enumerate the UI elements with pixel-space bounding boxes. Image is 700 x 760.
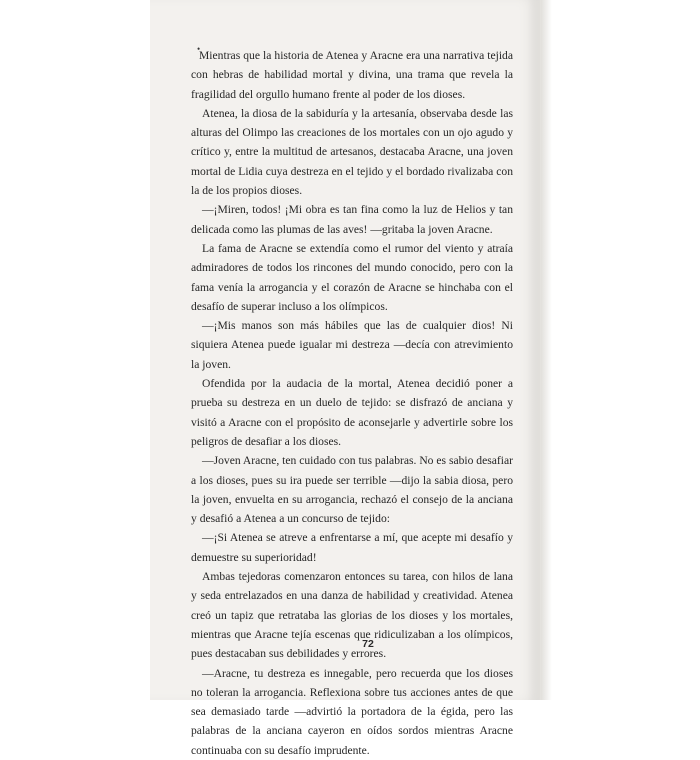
paragraph-7: —Joven Aracne, ten cuidado con tus palabras. No es sabio desafiar a los dioses, pues su ira puede ser terrible —dijo la sabia diosa, pero la joven, envuelta en su arrogancia, rechazó el consejo de la anciana y desafió a Atenea a un concurso de tejido: <box>191 454 513 526</box>
paragraph-6: Ofendida por la audacia de la mortal, Atenea decidió poner a prueba su destreza en un duelo de tejido: se disfrazó de anciana y visitó a Aracne con el propósito de aconsejarle y advertirle sobre los peligros de desafiar a los dioses. <box>191 377 513 448</box>
body-text <box>191 46 513 760</box>
paragraph-9: Ambas tejedoras comenzaron entonces su tarea, con hilos de lana y seda entrelazados en una danza de habilidad y creatividad. Atenea creó un tapiz que retrataba las glorias de los dioses y los mortales, mientras que Aracne tejía escenas que ridiculizaban a los olímpicos, pues destacaban sus debilidades y errores. <box>191 570 513 661</box>
paragraph-10: —Aracne, tu destreza es innegable, pero recuerda que los dioses no toleran la arrogancia. Reflexiona sobre tus acciones antes de que sea demasiado tarde —advirtió la portadora de la égida, pero las palabras de la anciana cayeron en oídos sordos mientras Aracne continuaba con su desafío imprudente. <box>191 666 513 757</box>
paragraph-5: —¡Mis manos son más hábiles que las de cualquier dios! Ni siquiera Atenea puede igualar mi destreza —decía con atrevimiento la joven. <box>191 319 513 371</box>
book-gutter-shadow <box>528 0 552 700</box>
margin-mark: • <box>197 44 201 54</box>
paragraph-4: La fama de Aracne se extendía como el rumor del viento y atraía admiradores de todos los rincones del mundo conocido, pero con la fama venía la arrogancia y el corazón de Aracne se hinchaba con el desafío de superar incluso a los olímpicos. <box>191 241 513 313</box>
paragraph-2: Atenea, la diosa de la sabiduría y la artesanía, observaba desde las alturas del Olimpo las creaciones de los mortales con un ojo agudo y crítico y, entre la multitud de artesanos, destacaba Aracne, una joven mortal de Lidia cuya destreza en el tejido y el bordado rivalizaba con la de los propios dioses. <box>191 106 513 198</box>
paragraph-1: Mientras que la historia de Atenea y Aracne era una narrativa tejida con hebras de habilidad mortal y divina, una trama que revela la fragilidad del orgullo humano frente al poder de los dioses. <box>191 49 513 101</box>
page-number: 72 <box>362 638 374 650</box>
paragraph-8: —¡Si Atenea se atreve a enfrentarse a mí, que acepte mi desafío y demuestre su superioridad! <box>191 531 513 564</box>
paragraph-3: —¡Miren, todos! ¡Mi obra es tan fina como la luz de Helios y tan delicada como las plumas de las aves! —gritaba la joven Aracne. <box>191 203 513 236</box>
